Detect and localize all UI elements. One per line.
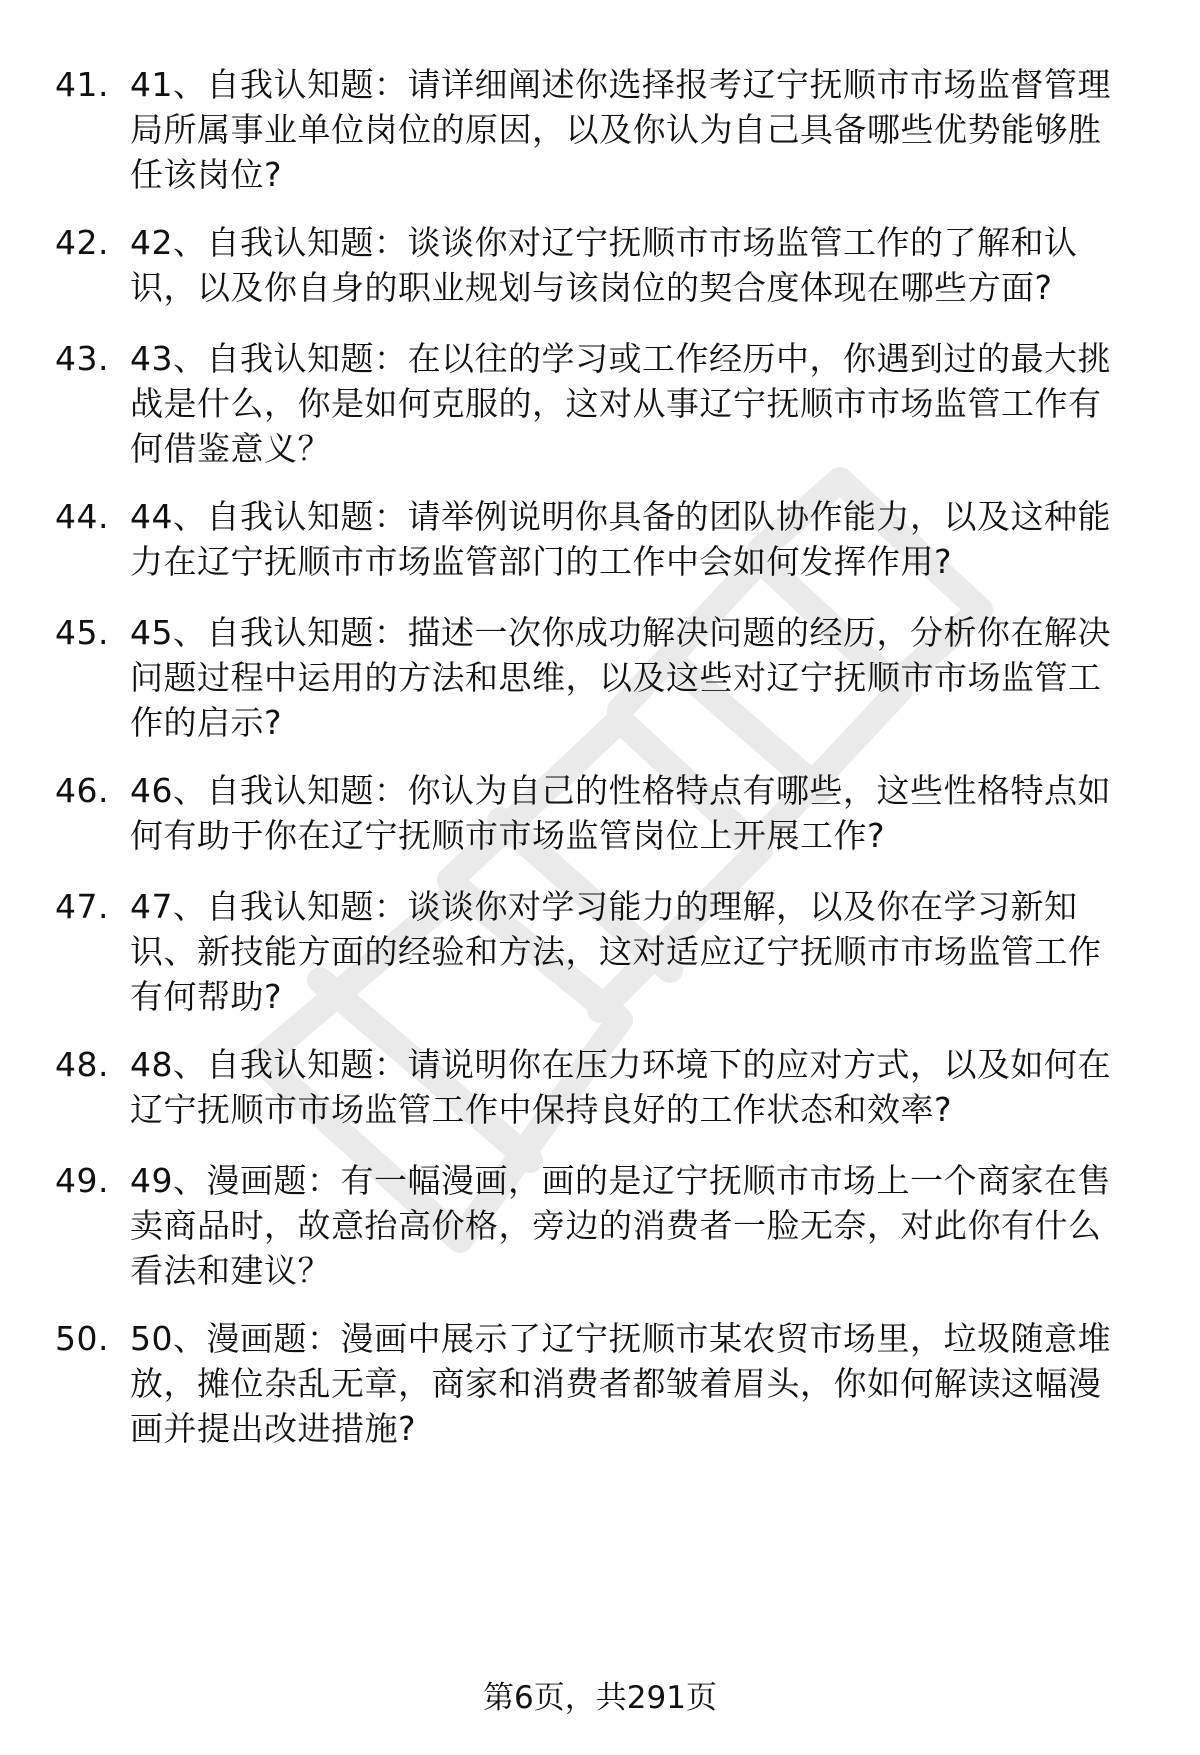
question-number: 42. — [55, 223, 109, 262]
question-item-41 — [55, 62, 1155, 197]
question-item-49 — [55, 1158, 1155, 1293]
question-number: 50. — [55, 1319, 109, 1358]
question-item-45 — [55, 610, 1155, 745]
question-text: 43、自我认知题：在以往的学习或工作经历中，你遇到过的最大挑战是什么，你是如何克服的，这对从事辽宁抚顺市市场监管工作有何借鉴意义？ — [130, 339, 1111, 468]
question-number: 45. — [55, 613, 109, 652]
question-text: 41、自我认知题：请详细阐述你选择报考辽宁抚顺市市场监督管理局所属事业单位岗位的原因，以及你认为自己具备哪些优势能够胜任该岗位? — [130, 65, 1111, 194]
question-number: 46. — [55, 771, 109, 810]
question-number: 43. — [55, 339, 109, 378]
question-text: 50、漫画题：漫画中展示了辽宁抚顺市某农贸市场里，垃圾随意堆放，摊位杂乱无章，商家和消费者都皱着眉头，你如何解读这幅漫画并提出改进措施? — [130, 1319, 1111, 1448]
question-text: 45、自我认知题：描述一次你成功解决问题的经历，分析你在解决问题过程中运用的方法和思维，以及这些对辽宁抚顺市市场监管工作的启示? — [130, 613, 1111, 742]
question-text: 48、自我认知题：请说明你在压力环境下的应对方式，以及如何在辽宁抚顺市市场监管工作中保持良好的工作状态和效率? — [130, 1045, 1111, 1129]
question-number: 47. — [55, 887, 109, 926]
question-text: 44、自我认知题：请举例说明你具备的团队协作能力，以及这种能力在辽宁抚顺市市场监管部门的工作中会如何发挥作用? — [130, 497, 1111, 581]
question-number: 41. — [55, 65, 109, 104]
question-list — [55, 62, 1155, 1451]
question-text: 46、自我认知题：你认为自己的性格特点有哪些，这些性格特点如何有助于你在辽宁抚顺市市场监管岗位上开展工作? — [130, 771, 1111, 855]
question-item-47 — [55, 884, 1155, 1019]
question-item-44 — [55, 494, 1155, 587]
question-item-43 — [55, 336, 1155, 471]
question-item-48 — [55, 1042, 1155, 1135]
question-text: 49、漫画题：有一幅漫画，画的是辽宁抚顺市市场上一个商家在售卖商品时，故意抬高价格，旁边的消费者一脸无奈，对此你有什么看法和建议？ — [130, 1161, 1111, 1290]
question-text: 42、自我认知题：谈谈你对辽宁抚顺市市场监管工作的了解和认识，以及你自身的职业规划与该岗位的契合度体现在哪些方面? — [130, 223, 1078, 307]
question-item-42 — [55, 220, 1155, 313]
question-item-50 — [55, 1316, 1155, 1451]
question-number: 48. — [55, 1045, 109, 1084]
question-item-46 — [55, 768, 1155, 861]
question-text: 47、自我认知题：谈谈你对学习能力的理解，以及你在学习新知识、新技能方面的经验和方法，这对适应辽宁抚顺市市场监管工作有何帮助? — [130, 887, 1102, 1016]
page-number-label: 第6页，共291页 — [483, 1680, 717, 1716]
page-footer — [0, 1678, 1200, 1718]
question-number: 49. — [55, 1161, 109, 1200]
question-number: 44. — [55, 497, 109, 536]
